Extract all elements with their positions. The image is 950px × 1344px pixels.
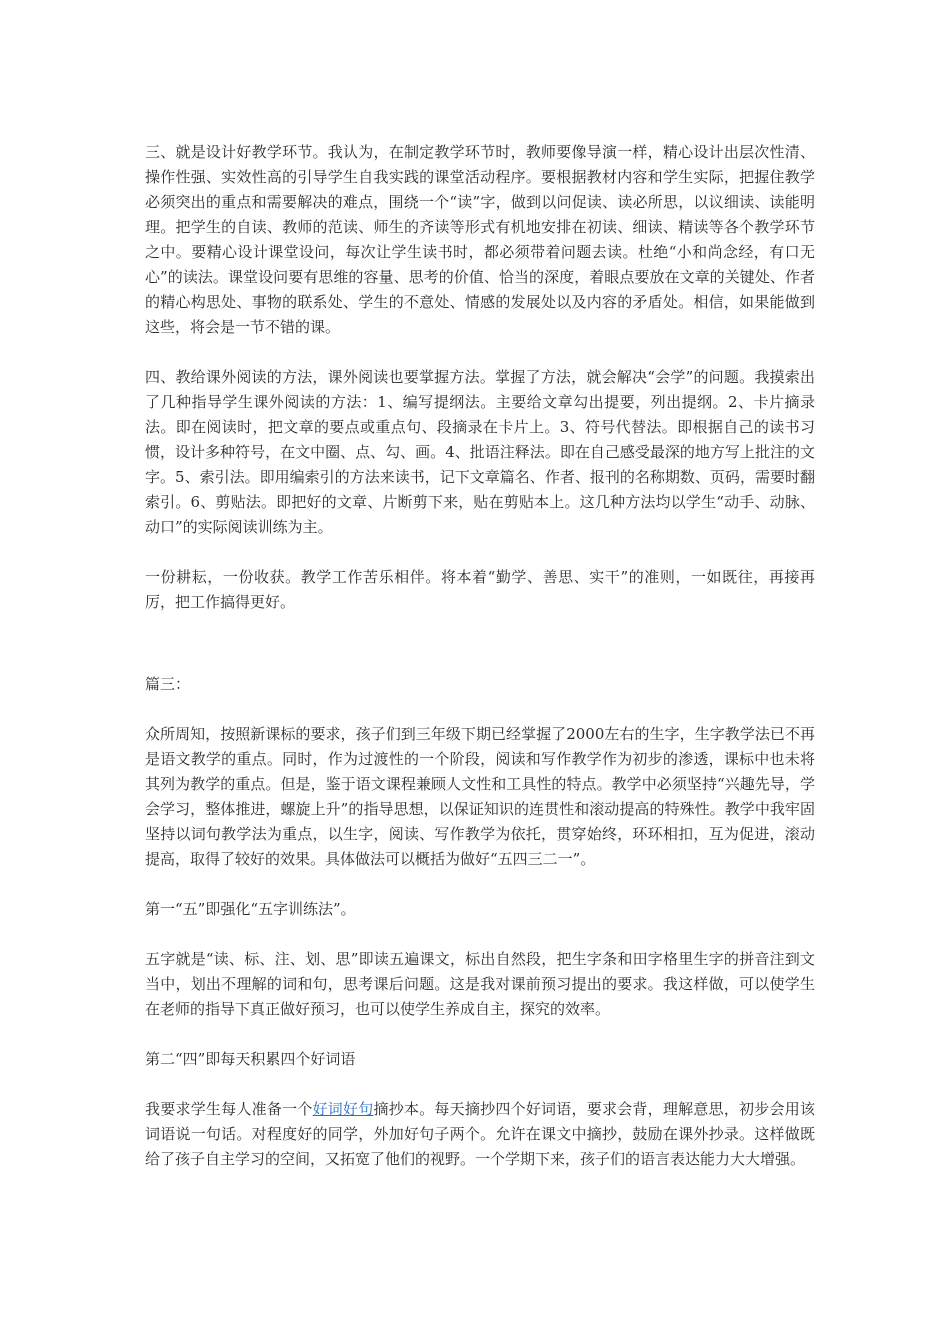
paragraph-reading-methods: 四、教给课外阅读的方法，课外阅读也要掌握方法。掌握了方法，就会解决“会学”的问题。我摸索出了几种指导学生课外阅读的方法：1、编写提纲法。主要给文章勾出提要，列出提纲。2、卡片摘录法。即在阅读时，把文章的要点或重点句、段摘录在卡片上。3、符号代替法。即根据自己的读书习惯，设计多种符号，在文中圈、点、勾、画。4、批语注释法。即在自己感受最深的地方写上批注的文字。5、索引法。即用编索引的方法来读书，记下文章篇名、作者、报刊的名称期数、页码，需要时翻索引。6、剪贴法。即把好的文章、片断剪下来，贴在剪贴本上。这几种方法均以学生“动手、动脉、动口”的实际阅读训练为主。 [145,368,815,536]
paragraph-four-detail [145,1097,815,1172]
paragraph-intro: 众所周知，按照新课标的要求，孩子们到三年级下期已经掌握了2000左右的生字，生字教学法已不再是语文教学的重点。同时，作为过渡性的一个阶段，阅读和写作教学作为初步的渗透，课标中也未将其列为教学的重点。但是，鉴于语文课程兼顾人文性和工具性的特点。教学中必须坚持“兴趣先导，学会学习，整体推进，螺旋上升”的指导思想，以保证知识的连贯性和滚动提高的特殊性。教学中我牢固坚持以词句教学法为重点，以生字，阅读、写作教学为依托，贯穿始终，环环相扣，互为促进，滚动提高，取得了较好的效果。具体做法可以概括为做好“五四三二一”。 [145,725,815,868]
document-body [145,140,815,1197]
paragraph-five-detail: 五字就是“读、标、注、划、思”即读五遍课文，标出自然段，把生字条和田字格里生字的拼音注到文当中，划出不理解的词和句，思考课后问题。这是我对课前预习提出的要求。我这样做，可以使学生在老师的指导下真正做好预习，也可以使学生养成自主，探究的效率。 [145,950,815,1018]
paragraph-four-heading: 第二“四”即每天积累四个好词语 [145,1050,356,1068]
paragraph-five-heading: 第一“五”即强化“五字训练法”。 [145,900,356,918]
section-heading: 篇三： [145,675,191,693]
paragraph-teaching-steps: 三、就是设计好教学环节。我认为，在制定教学环节时，教师要像导演一样，精心设计出层次性清、操作性强、实效性高的引导学生自我实践的课堂活动程序。要根据教材内容和学生实际，把握住教学必须突出的重点和需要解决的难点，围绕一个“读”字，做到以问促读、读必所思，以议细读、读能明理。把学生的自读、教师的范读、师生的齐读等形式有机地安排在初读、细读、精读等各个教学环节之中。要精心设计课堂设问，每次让学生读书时，都必须带着问题去读。杜绝“小和尚念经，有口无心”的读法。课堂设问要有思维的容量、思考的价值、恰当的深度，着眼点要放在文章的关键处、作者的精心构思处、事物的联系处、学生的不意处、情感的发展处以及内容的矛盾处。相信，如果能做到这些，将会是一节不错的课。 [145,143,815,336]
text-after-link: 摘抄本。每天摘抄四个好词语，要求会背，理解意思，初步会用该词语说一句话。对程度好的同学，外加好句子两个。允许在课文中摘抄，鼓励在课外抄录。这样做既给了孩子自主学习的空间，又拓宽了他们的视野。一个学期下来，孩子们的语言表达能力大大增强。 [145,1100,815,1168]
text-before-link: 我要求学生每人准备一个 [145,1100,313,1118]
paragraph-conclusion: 一份耕耘，一份收获。教学工作苦乐相伴。将本着“勤学、善思、实干”的准则，一如既往，再接再厉，把工作搞得更好。 [145,568,815,611]
section-spacer [145,640,815,672]
good-words-link[interactable]: 好词好句 [312,1100,374,1118]
